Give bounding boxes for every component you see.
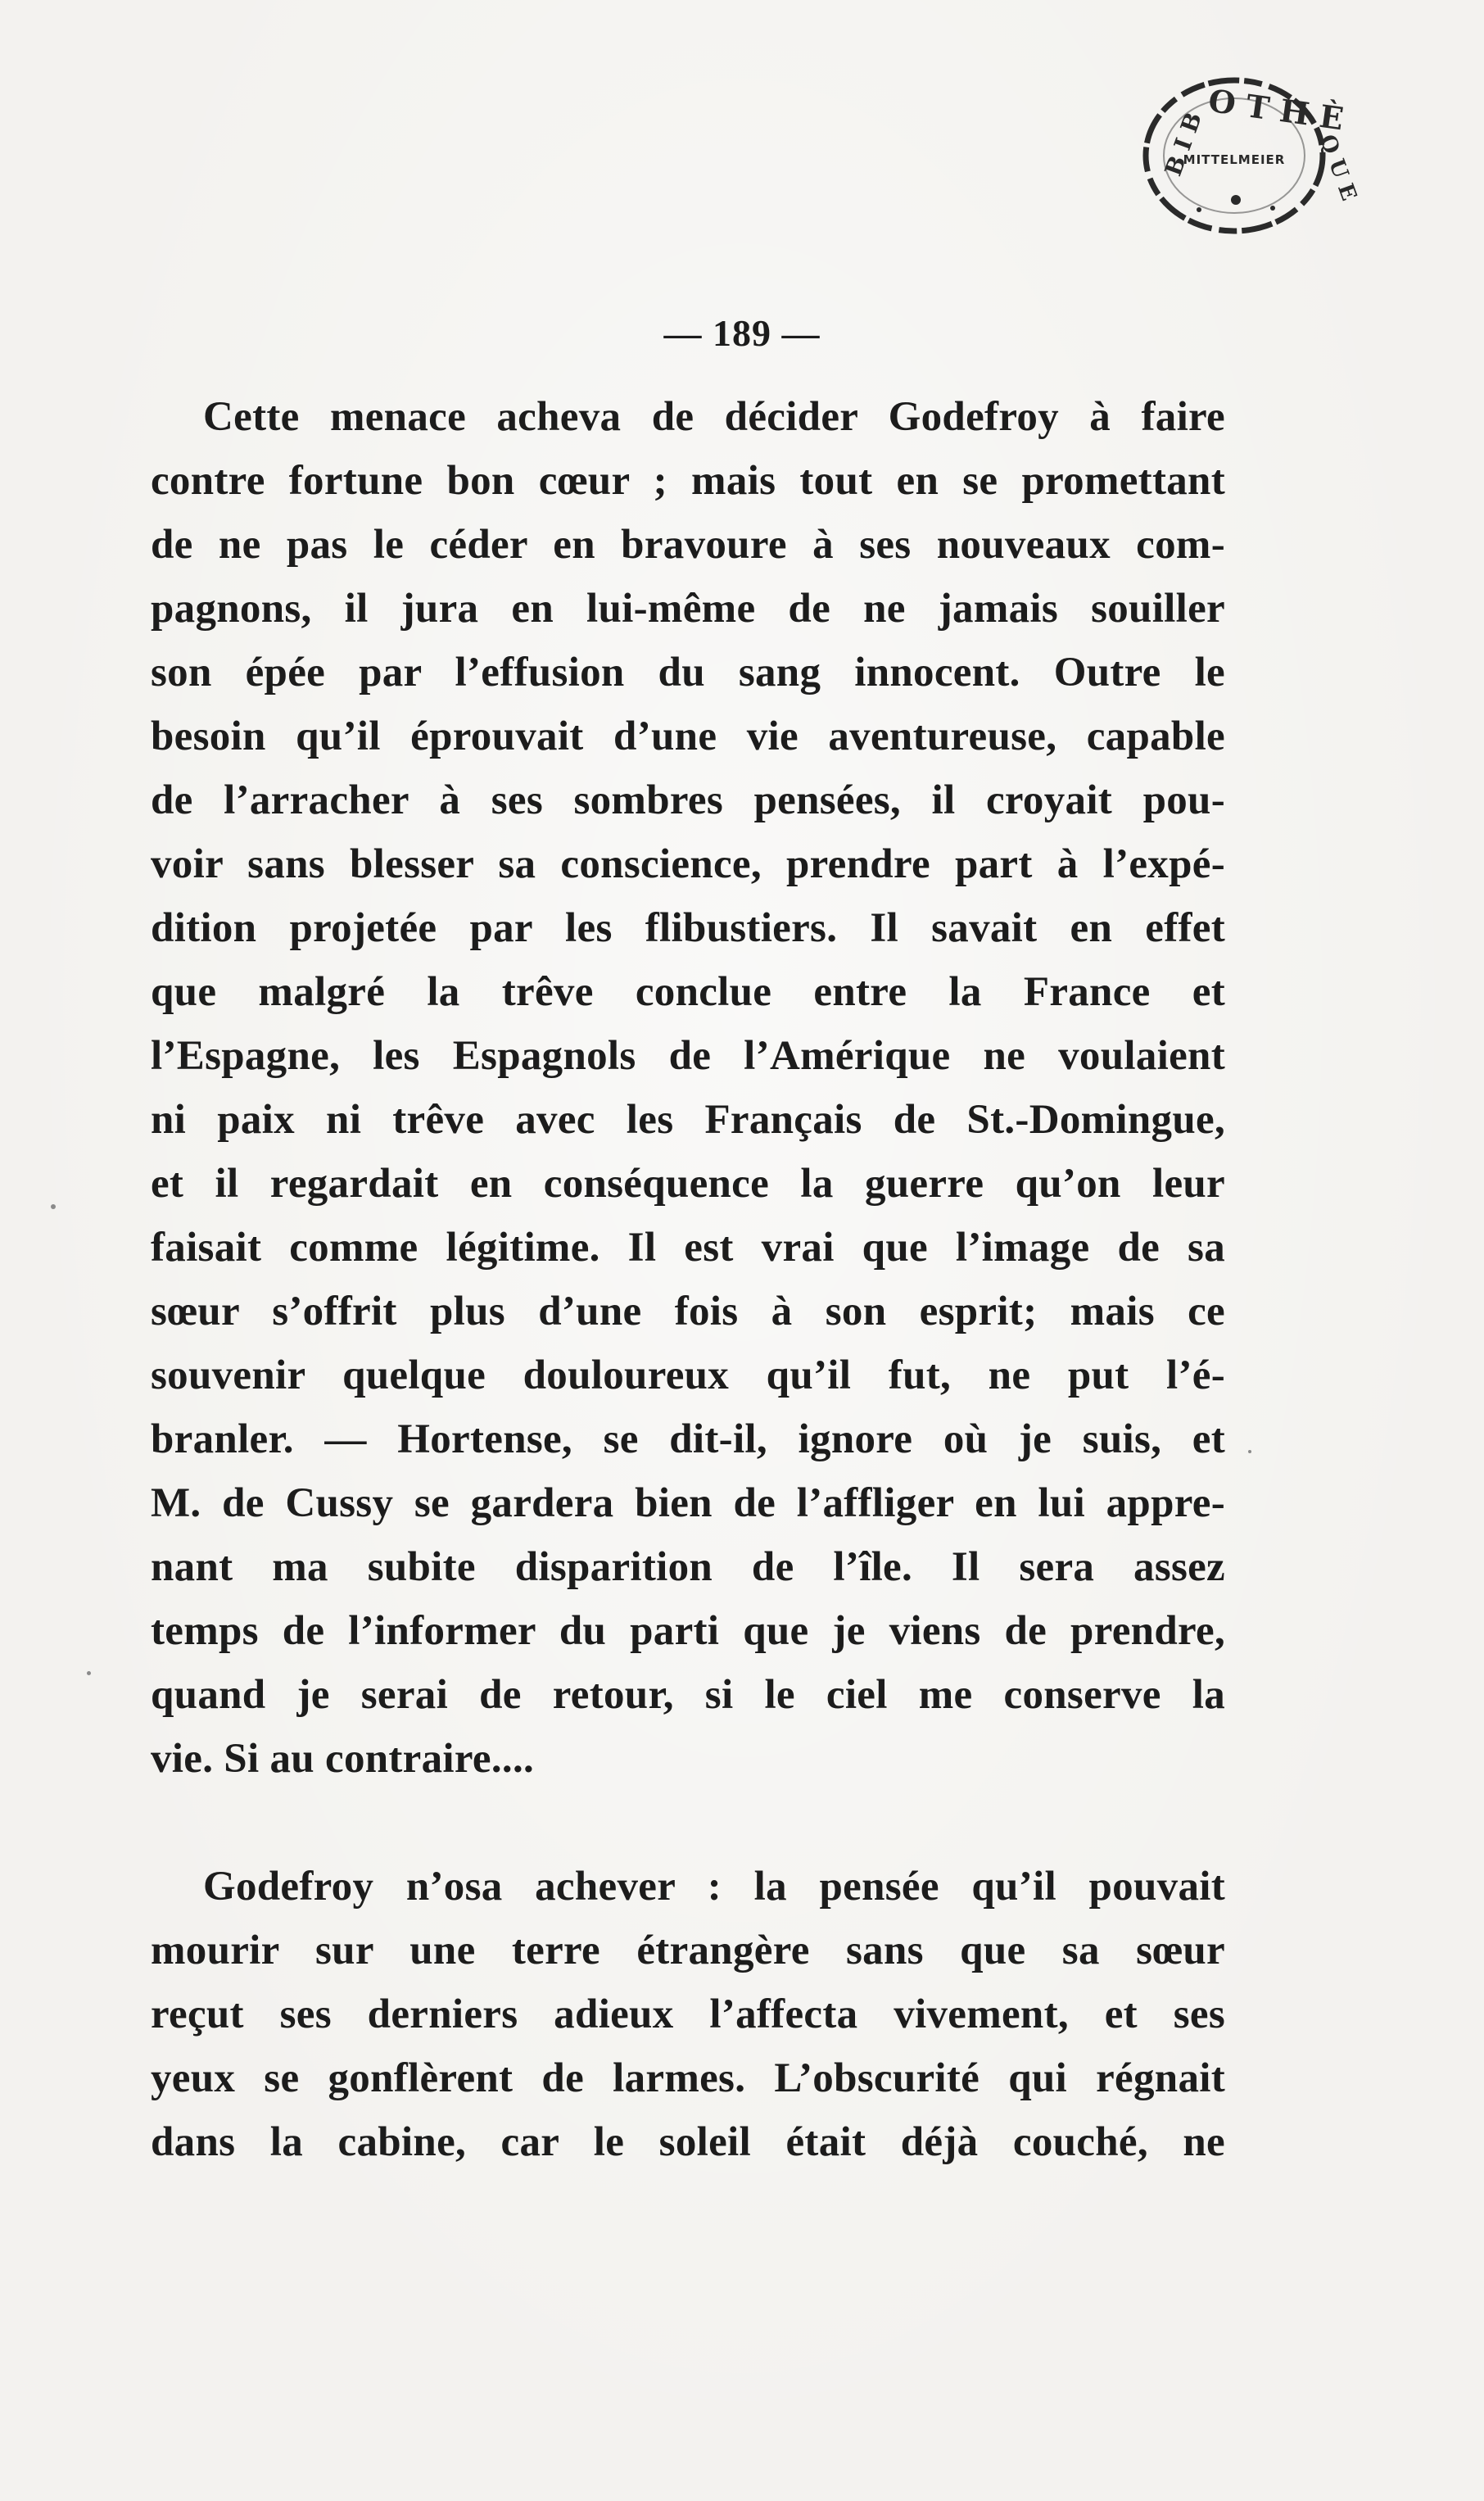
text-line: et il regardait en conséquence la guerre qu’on leur bbox=[151, 1161, 1225, 1207]
text-line: faisait comme légitime. Il est vrai que l’image de sa bbox=[151, 1225, 1225, 1271]
svg-text:B I B: B I B bbox=[1159, 108, 1208, 180]
text-line: son épée par l’effusion du sang innocent. Outre le bbox=[151, 650, 1225, 695]
paragraph bbox=[151, 385, 1225, 1791]
text-line: quand je serai de retour, si le ciel me conserve la bbox=[151, 1672, 1225, 1718]
text-line: que malgré la trêve conclue entre la France et bbox=[151, 969, 1225, 1015]
text-line: yeux se gonflèrent de larmes. L’obscurité qui régnait bbox=[151, 2055, 1225, 2101]
text-line: mourir sur une terre étrangère sans que sa sœur bbox=[151, 1928, 1225, 1973]
text-line: ni paix ni trêve avec les Français de St.-Domingue, bbox=[151, 1097, 1225, 1143]
text-line: l’Espagne, les Espagnols de l’Amérique ne voulaient bbox=[151, 1033, 1225, 1079]
text-line: dans la cabine, car le soleil était déjà couché, ne bbox=[151, 2119, 1225, 2165]
library-stamp bbox=[1132, 64, 1361, 244]
text-line: souvenir quelque douloureux qu’il fut, ne put l’é- bbox=[151, 1352, 1225, 1398]
text-line: Godefroy n’osa achever : la pensée qu’il pouvait bbox=[203, 1864, 1225, 1910]
text-line: voir sans blesser sa conscience, prendre part à l’expé- bbox=[151, 841, 1225, 887]
text-line: vie. Si au contraire.... bbox=[151, 1736, 535, 1782]
paragraph-gap bbox=[151, 1791, 1225, 1855]
text-line: dition projetée par les flibustiers. Il savait en effet bbox=[151, 905, 1225, 951]
paper-speck bbox=[87, 1671, 91, 1675]
text-line: de ne pas le céder en bravoure à ses nouveaux com- bbox=[151, 522, 1225, 568]
text-line: pagnons, il jura en lui-même de ne jamais souiller bbox=[151, 586, 1225, 632]
page-number: — 189 — bbox=[663, 312, 821, 354]
text-line: temps de l’informer du parti que je viens de prendre, bbox=[151, 1608, 1225, 1654]
library-stamp-icon bbox=[1132, 64, 1361, 244]
text-line: sœur s’offrit plus d’une fois à son esprit; mais ce bbox=[151, 1289, 1225, 1334]
text-line: contre fortune bon cœur ; mais tout en se promettant bbox=[151, 458, 1225, 504]
svg-text:MITTELMEIER: MITTELMEIER bbox=[1183, 152, 1286, 167]
text-line: nant ma subite disparition de l’île. Il sera assez bbox=[151, 1544, 1225, 1590]
text-line: M. de Cussy se gardera bien de l’affliger en lui appre- bbox=[151, 1480, 1225, 1526]
body-text bbox=[151, 385, 1225, 2174]
text-line: reçut ses derniers adieux l’affecta vivement, et ses bbox=[151, 1991, 1225, 2037]
text-line: branler. — Hortense, se dit-il, ignore où je suis, et bbox=[151, 1416, 1225, 1462]
paragraph bbox=[151, 1855, 1225, 2174]
text-line: Cette menace acheva de décider Godefroy à faire bbox=[203, 394, 1225, 440]
svg-text:Q U E: Q U E bbox=[1314, 131, 1361, 204]
text-line: de l’arracher à ses sombres pensées, il croyait pou- bbox=[151, 777, 1225, 823]
svg-text:O T H È: O T H È bbox=[1206, 81, 1346, 138]
paper-speck bbox=[1248, 1450, 1251, 1453]
text-line: besoin qu’il éprouvait d’une vie aventureuse, capable bbox=[151, 714, 1225, 759]
paper-speck bbox=[51, 1204, 56, 1209]
